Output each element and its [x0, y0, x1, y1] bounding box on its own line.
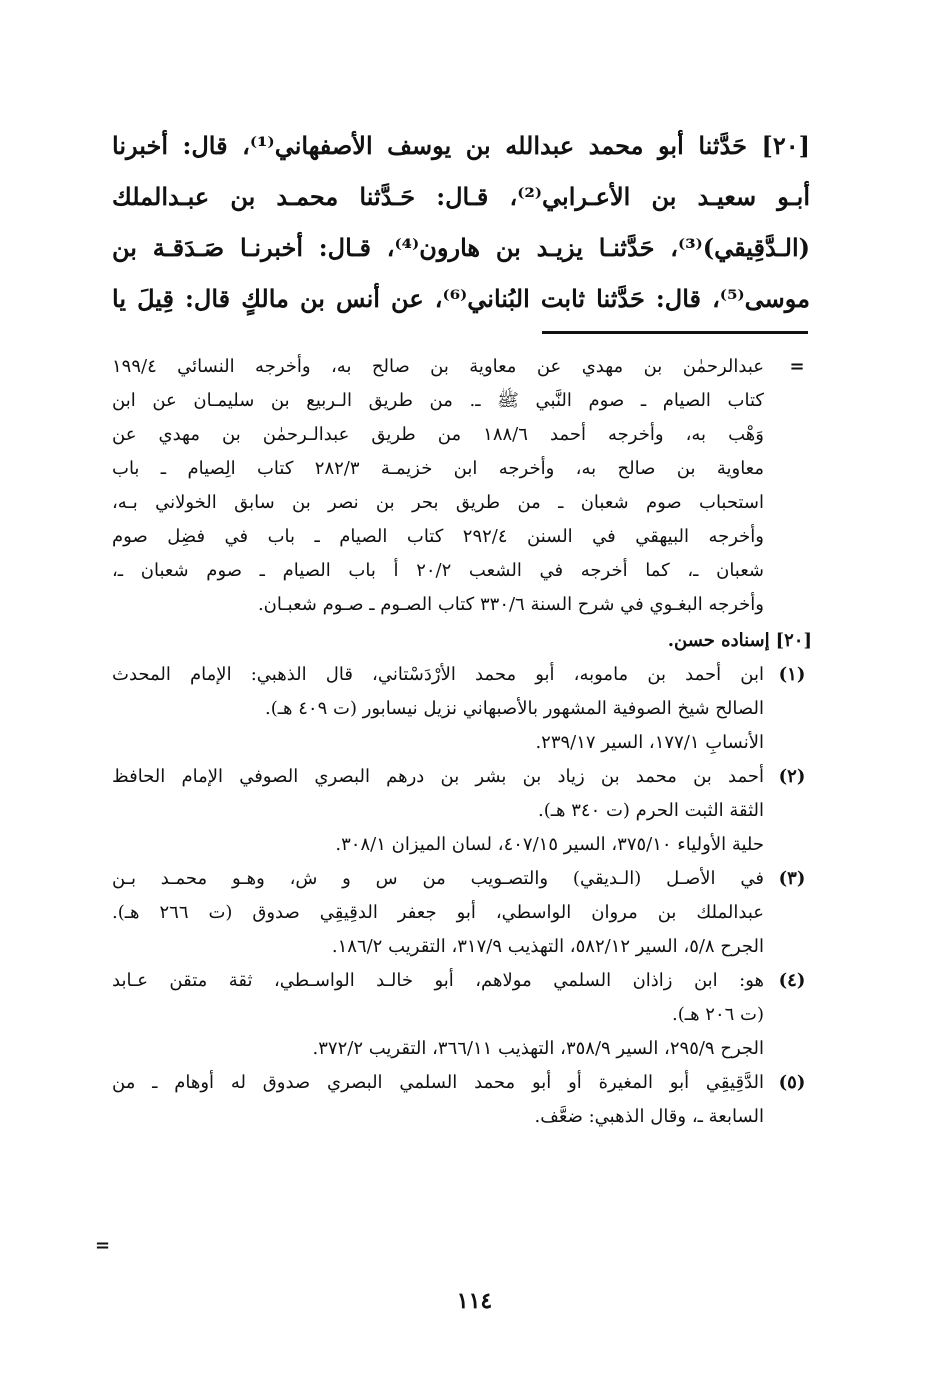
footnote-marker: (٣): [778, 868, 806, 889]
footnote-marker: (٤): [778, 970, 806, 991]
footnote-item: [112, 658, 812, 760]
main-text: [112, 120, 810, 324]
footnote-line: وأخرجه البيهقي في السنن ٢٩٢/٤ كتاب الصيام ـ باب في فضِل صوم: [112, 526, 764, 547]
continuation-marker: =: [789, 356, 805, 377]
footnote-line: ابن أحمد بن ماموبه، أبو محمد الأرْدَسْتاني، قال الذهبي: الإمام المحدث: [112, 664, 764, 685]
footnote-line: الثقة الثبت الحرم (ت ٣٤٠ هـ).: [538, 800, 764, 821]
footnotes: [112, 350, 812, 1134]
footnote-item: [112, 1066, 812, 1134]
footnote-line: الجرح ٥/٨، السير ٥٨٢/١٢، التهذيب ٣١٧/٩، التقريب ١٨٦/٢.: [331, 936, 764, 957]
footnote-item: [112, 760, 812, 862]
note-text: إسناده حسن.: [667, 630, 770, 651]
footnote-line: كتاب الصيام ـ صوم النَّبي ﷺ ـ. من طريق الـربيع بن سليمـان عن ابن: [112, 390, 764, 411]
footnote-line: شعبان ـ، كما أخرجه في الشعب ٢٠/٢ أ باب الصيام ـ صوم شعبان ـ،: [112, 560, 764, 581]
main-text-line: موسى⁽⁵⁾، قال: حَدَّثنا ثابت البُناني⁽⁶⁾، عن أنس بن مالكٍ قال: قِيلَ يا: [112, 284, 810, 313]
footnote-continuation: [112, 350, 812, 622]
note-heading: [112, 624, 812, 658]
footnote-marker: (٢): [778, 766, 806, 787]
footnote-line: وَهْب به، وأخرجه أحمد ١٨٨/٦ من طريق عبدالـرحمٰن بن مهدي عن: [112, 424, 764, 445]
footnote-line: حلية الأولياء ٣٧٥/١٠، السير ٤٠٧/١٥، لسان الميزان ٣٠٨/١.: [335, 834, 764, 855]
main-text-line: أبـو سعيـد بن الأعـرابي⁽²⁾، قـال: حَـدَّثنا محمـد بن عبـدالملك: [112, 182, 810, 211]
page-number: ١١٤: [456, 1288, 493, 1314]
footnote-marker: (١): [778, 664, 806, 685]
footnote-line: في الأصـل (الـديقي) والتصـويب من س و ش، وهـو محمـد بـن: [112, 868, 764, 889]
footnote-separator: [542, 331, 808, 334]
note-number: [٢٠]: [775, 630, 812, 651]
main-text-line: [٢٠] حَدَّثنا أبو محمد عبدالله بن يوسف الأصفهاني⁽¹⁾، قال: أخبرنا: [112, 131, 810, 160]
footnote-line: الأنسابِ ١٧٧/١، السير ٢٣٩/١٧.: [535, 732, 764, 753]
continuation-end-marker: =: [95, 1235, 111, 1256]
footnote-line: هو: ابن زاذان السلمي مولاهم، أبو خالـد الواسـطي، ثقة متقن عـابد: [112, 970, 764, 991]
footnote-line: وأخرجه البغـوي في شرح السنة ٣٣٠/٦ كتاب الصـوم ـ صـوم شعبـان.: [257, 594, 764, 615]
footnote-item: [112, 862, 812, 964]
footnote-line: أحمد بن محمد بن زياد بن بشر بن درهم البصري الصوفي الإمام الحافظ: [112, 766, 764, 787]
footnote-line: معاوية بن صالح به، وأخرجه ابن خزيمـة ٢٨٢/٣ كتاب الِصيام ـ باب: [112, 458, 764, 479]
footnote-line: عبدالرحمٰن بن مهدي عن معاوية بن صالح به، وأخرجه النسائي ١٩٩/٤: [112, 356, 764, 377]
main-text-line: (الـدَّقِيقي)⁽³⁾، حَدَّثنـا يزيـد بن هارون⁽⁴⁾، قـال: أخبرنـا صَـدَقـة بن: [112, 233, 810, 262]
footnote-line: الصالح شيخ الصوفية المشهور بالأصبهاني نزيل نيسابور (ت ٤٠٩ هـ).: [265, 698, 764, 719]
footnote-item: [112, 964, 812, 1066]
footnote-marker: (٥): [778, 1072, 806, 1093]
footnote-line: الجرح ٢٩٥/٩، السير ٣٥٨/٩، التهذيب ٣٦٦/١١، التقريب ٣٧٢/٢.: [312, 1038, 764, 1059]
footnote-line: الدَّقِيقِي أبو المغيرة أو أبو محمد السلمي البصري صدوق له أوهام ـ من: [112, 1072, 764, 1093]
footnote-line: استحباب صوم شعبان ـ من طريق بحر بن نصر بن سابق الخولاني بـه،: [112, 492, 764, 513]
footnote-line: السابعة ـ، وقال الذهبي: ضعَّف.: [534, 1106, 764, 1127]
footnote-line: (ت ٢٠٦ هـ).: [672, 1004, 764, 1025]
footnote-line: عبدالملك بن مروان الواسطي، أبو جعفر الدقِيقِي صدوق (ت ٢٦٦ هـ).: [112, 902, 764, 923]
